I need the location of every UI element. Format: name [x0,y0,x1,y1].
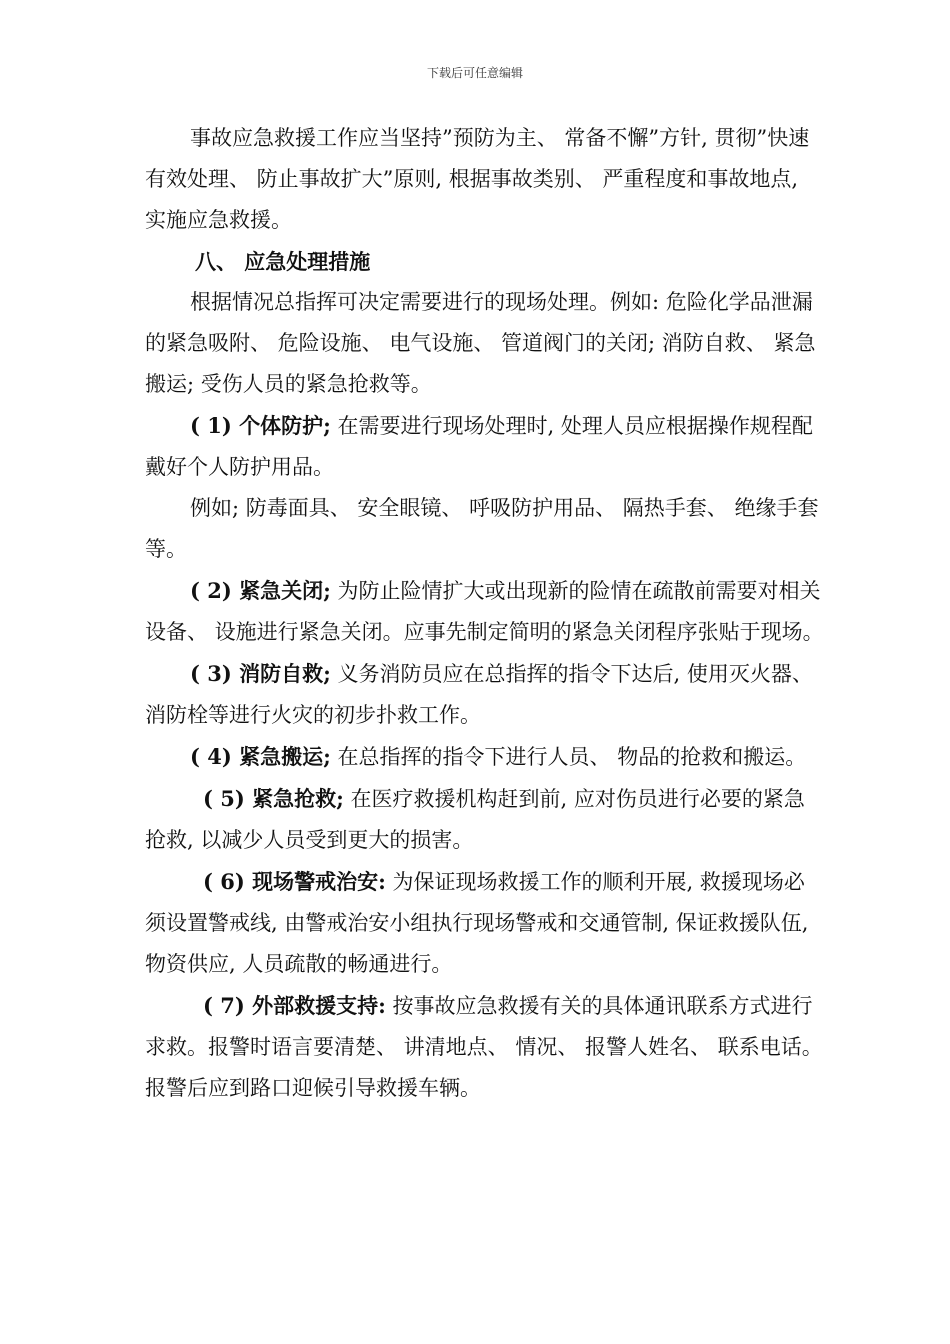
paragraph-measures-intro: 根据情况总指挥可决定需要进行的现场处理。例如: 危险化学品泄漏的紧急吸附、 危险设施、 电气设施、 管道阀门的关闭; 消防自救、 紧急搬运; 受伤人员的紧急抢救等。 [145,290,816,396]
item-6-title: ( 6) 现场警戒治安: [203,869,386,894]
page-header-note: 下载后可任意编辑 [426,66,523,80]
item-4-text: 在总指挥的指令下进行人员、 物品的抢救和搬运。 [330,745,807,769]
document-body [145,118,825,1109]
item-3 [145,653,825,736]
paragraph-ppe-examples: 例如; 防毒面具、 安全眼镜、 呼吸防护用品、 隔热手套、 绝缘手套等。 [145,496,819,561]
item-5 [145,778,825,861]
item-2-text: 为防止险情扩大或出现新的险情在疏散前需要对相关设备、 设施进行紧急关闭。应事先制定简明的紧急关闭程序张贴于现场。 [145,579,824,644]
item-4 [145,736,825,778]
item-7-title: ( 7) 外部救援支持: [203,993,386,1018]
item-7-text: 按事故应急救援有关的具体通讯联系方式进行求救。报警时语言要清楚、 讲清地点、 情况、 报警人姓名、 联系电话。报警后应到路口迎候引导救援车辆。 [145,994,823,1100]
item-1 [145,405,825,488]
item-2 [145,570,825,653]
item-5-text: 在医疗救援机构赶到前, 应对伤员进行必要的紧急抢救, 以减少人员受到更大的损害。 [145,787,805,852]
item-4-title: ( 4) 紧急搬运; [190,744,331,769]
item-1-text: 在需要进行现场处理时, 处理人员应根据操作规程配戴好个人防护用品。 [145,414,813,479]
item-2-title: ( 2) 紧急关闭; [190,578,331,603]
item-3-title: ( 3) 消防自救; [190,661,331,686]
item-7 [145,985,825,1109]
item-6-text: 为保证现场救援工作的顺利开展, 救援现场必须设置警戒线, 由警戒治安小组执行现场警戒和交通管制, 保证救援队伍, 物资供应, 人员疏散的畅通进行。 [145,870,809,976]
item-1-title: ( 1) 个体防护; [190,413,331,438]
paragraph-principles: 事故应急救援工作应当坚持”预防为主、 常备不懈”方针, 贯彻”快速有效处理、 防止事故扩大”原则, 根据事故类别、 严重程度和事故地点, 实施应急救援。 [145,126,810,232]
item-6 [145,861,825,985]
item-5-title: ( 5) 紧急抢救; [203,786,344,811]
section-heading-8: 八、 应急处理措施 [195,249,371,274]
item-3-text: 义务消防员应在总指挥的指令下达后, 使用灭火器、 消防栓等进行火灾的初步扑救工作。 [145,662,813,727]
